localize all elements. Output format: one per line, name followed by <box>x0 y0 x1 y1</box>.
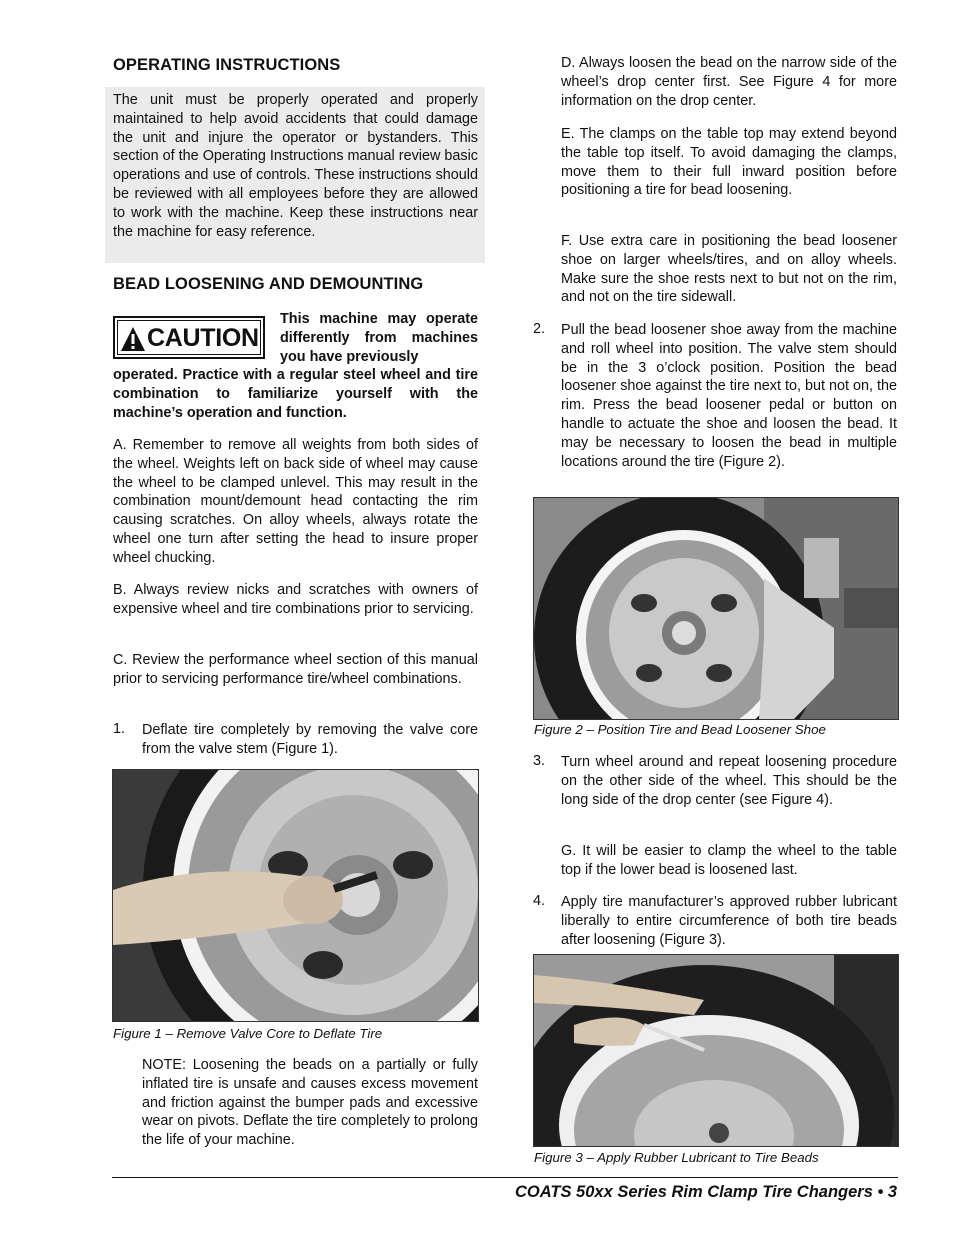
paragraph-f: F. Use extra care in positioning the bead loosener shoe on larger wheels/tires, and on alloy wheels. Make sure the shoe rests next to but not on the rim, and not on the tire sidewall. <box>561 233 897 306</box>
paragraph-g: G. It will be easier to clamp the wheel to the table top if the lower bead is loosened last. <box>561 843 897 878</box>
caution-text-side: This machine may operate differently from machines you have previously <box>280 311 478 365</box>
paragraph-d: D. Always loosen the bead on the narrow side of the wheel’s drop center first. See Figure 4 for more information on the drop center. <box>561 55 897 109</box>
caution-text-full: operated. Practice with a regular steel wheel and tire combination to familiarize yourself with the machine’s operation and function. <box>113 367 478 421</box>
tire-valve-core-photo <box>113 770 478 1021</box>
step-4-text: Apply tire manufacturer’s approved rubber lubricant liberally to entire circumference of both tire beads after loosening (Figure 3). <box>561 894 897 948</box>
step-1-text: Deflate tire completely by removing the valve core from the valve stem (Figure 1). <box>142 722 478 757</box>
footer-text: COATS 50xx Series Rim Clamp Tire Changers • 3 <box>514 1183 897 1201</box>
footer-rule <box>112 1177 898 1178</box>
figure-1-caption: Figure 1 – Remove Valve Core to Deflate Tire <box>113 1026 383 1041</box>
step-1-number: 1. <box>113 721 126 737</box>
figure-2-caption: Figure 2 – Position Tire and Bead Loosener Shoe <box>534 722 826 737</box>
warning-triangle-icon <box>120 326 146 352</box>
note-paragraph: NOTE: Loosening the beads on a partially or fully inflated tire is unsafe and causes excess movement and friction against the bumper pads and excessive wear on pivots. Deflate the tire completely to prolong the life of your machine. <box>142 1057 478 1149</box>
paragraph-c: C. Review the performance wheel section of this manual prior to servicing performance tire/wheel combinations. <box>113 652 478 687</box>
step-3-text: Turn wheel around and repeat loosening procedure on the other side of the wheel. This should be the long side of the drop center (see Figure 4). <box>561 754 897 808</box>
step-2-text: Pull the bead loosener shoe away from the machine and roll wheel into position. The valve stem should be in the 3 o’clock position. Position the bead loosener shoe against the tire next to, but not on, the rim. Press the bead loosener pedal or button on handle to actuate the shoe and loosen the bead. It may be necessary to loosen the bead in multiple locations around the tire (Figure 2). <box>561 322 898 470</box>
section-heading-operating: OPERATING INSTRUCTIONS <box>113 56 341 74</box>
step-4-number: 4. <box>533 893 546 909</box>
bead-loosener-photo <box>534 498 898 719</box>
operating-intro-text: The unit must be properly operated and properly maintained to help avoid accidents that could damage the unit and injure the operator or bystanders. This section of the Operating Instructions manual review basic operations and use of controls. These instructions should be reviewed with all employees before they are allowed to work with the machine. Keep these instructions near the machine for easy reference. <box>113 92 478 240</box>
lubricant-photo <box>534 955 898 1146</box>
paragraph-b: B. Always review nicks and scratches with owners of expensive wheel and tire combinations prior to servicing. <box>113 582 478 617</box>
figure-2-photo <box>533 497 899 720</box>
caution-label-box <box>113 316 265 359</box>
figure-3-photo <box>533 954 899 1147</box>
step-3-number: 3. <box>533 753 546 769</box>
figure-3-caption: Figure 3 – Apply Rubber Lubricant to Tire Beads <box>534 1150 819 1165</box>
caution-label: CAUTION <box>147 324 259 352</box>
figure-1-photo <box>112 769 479 1022</box>
section-heading-bead-loosening: BEAD LOOSENING AND DEMOUNTING <box>113 275 424 293</box>
step-2-number: 2. <box>533 321 546 337</box>
paragraph-e: E. The clamps on the table top may extend beyond the table top itself. To avoid damaging the clamps, move them to their full inward position before positioning a tire for bead loosening. <box>561 126 897 199</box>
paragraph-a: A. Remember to remove all weights from both sides of the wheel. Weights left on back side of wheel may cause the wheel to be clamped unlevel. This may result in the combination mount/demount head contacting the rim causing scratches. On alloy wheels, always rotate the wheel one turn after setting the head to insure proper wheel chucking. <box>113 437 478 566</box>
